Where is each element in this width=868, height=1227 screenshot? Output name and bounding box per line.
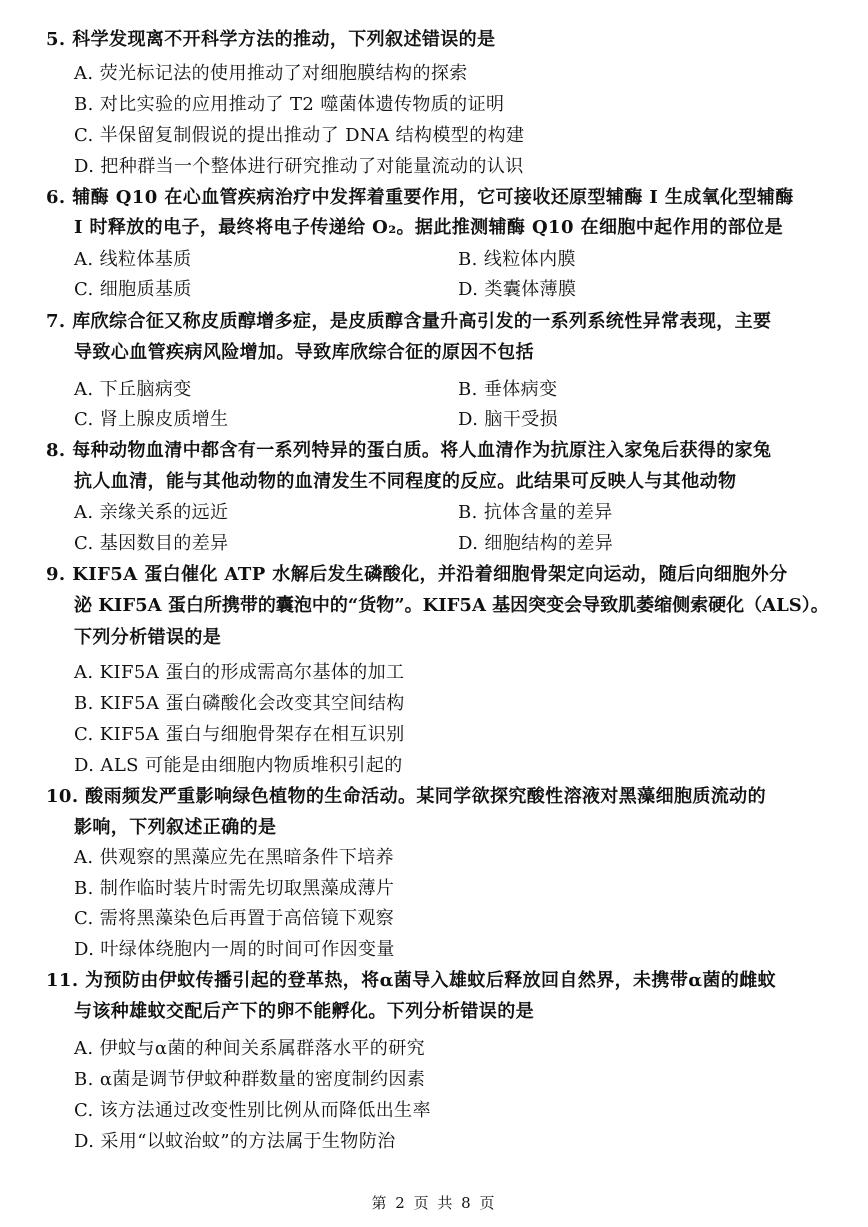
q9-stem-line-2: 泌 KIF5A 蛋白所携带的囊泡中的“货物”。KIF5A 基因突变会导致肌萎缩侧索硬化（ALS）。 xyxy=(74,595,829,616)
q8-option-a: A. 亲缘关系的远近 xyxy=(74,502,229,523)
q9-option-c: C. KIF5A 蛋白与细胞骨架存在相互识别 xyxy=(74,724,405,745)
q10-option-d: D. 叶绿体绕胞内一周的时间可作因变量 xyxy=(74,939,395,960)
q11-option-c: C. 该方法通过改变性别比例从而降低出生率 xyxy=(74,1100,431,1121)
q11-option-a: A. 伊蚊与α菌的种间关系属群落水平的研究 xyxy=(74,1038,425,1059)
q9-option-b: B. KIF5A 蛋白磷酸化会改变其空间结构 xyxy=(74,693,405,714)
q7-stem-line-1: 7. 库欣综合征又称皮质醇增多症，是皮质醇含量升高引发的一系列系统性异常表现，主要 xyxy=(46,311,772,332)
q7-option-c: C. 肾上腺皮质增生 xyxy=(74,409,229,430)
q5-stem-line-1: 5. 科学发现离不开科学方法的推动，下列叙述错误的是 xyxy=(46,29,496,50)
q9-stem-line-3: 下列分析错误的是 xyxy=(74,627,222,648)
q9-stem-line-1: 9. KIF5A 蛋白催化 ATP 水解后发生磷酸化，并沿着细胞骨架定向运动，随后向细胞外分 xyxy=(46,564,788,585)
q5-option-d: D. 把种群当一个整体进行研究推动了对能量流动的认识 xyxy=(74,156,524,177)
q11-stem-line-2: 与该种雄蚊交配后产下的卵不能孵化。下列分析错误的是 xyxy=(74,1001,534,1022)
q6-stem-line-2: I 时释放的电子，最终将电子传递给 O₂。据此推测辅酶 Q10 在细胞中起作用的部位是 xyxy=(74,217,783,238)
q10-option-c: C. 需将黑藻染色后再置于高倍镜下观察 xyxy=(74,908,395,929)
q10-stem-line-1: 10. 酸雨频发严重影响绿色植物的生命活动。某同学欲探究酸性溶液对黑藻细胞质流动的 xyxy=(46,786,766,807)
q8-option-c: C. 基因数目的差异 xyxy=(74,533,229,554)
q6-option-b: B. 线粒体内膜 xyxy=(458,249,576,270)
q11-option-d: D. 采用“以蚊治蚊”的方法属于生物防治 xyxy=(74,1131,396,1152)
q11-option-b: B. α菌是调节伊蚊种群数量的密度制约因素 xyxy=(74,1069,426,1090)
q9-option-d: D. ALS 可能是由细胞内物质堆积引起的 xyxy=(74,755,403,776)
q7-option-a: A. 下丘脑病变 xyxy=(74,379,192,400)
q6-option-a: A. 线粒体基质 xyxy=(74,249,192,270)
q6-option-c: C. 细胞质基质 xyxy=(74,279,192,300)
q7-option-b: B. 垂体病变 xyxy=(458,379,558,400)
q5-option-b: B. 对比实验的应用推动了 T2 噬菌体遗传物质的证明 xyxy=(74,94,505,115)
q6-option-d: D. 类囊体薄膜 xyxy=(458,279,577,300)
page-number-footer: 第 2 页 共 8 页 xyxy=(371,1194,497,1212)
q10-option-a: A. 供观察的黑藻应先在黑暗条件下培养 xyxy=(74,847,395,868)
q7-option-d: D. 脑干受损 xyxy=(458,409,559,430)
q10-option-b: B. 制作临时装片时需先切取黑藻成薄片 xyxy=(74,878,395,899)
q8-stem-line-1: 8. 每种动物血清中都含有一系列特异的蛋白质。将人血清作为抗原注入家兔后获得的家兔 xyxy=(46,440,772,461)
q8-option-b: B. 抗体含量的差异 xyxy=(458,502,613,523)
q9-option-a: A. KIF5A 蛋白的形成需高尔基体的加工 xyxy=(74,662,405,683)
q5-option-c: C. 半保留复制假说的提出推动了 DNA 结构模型的构建 xyxy=(74,125,525,146)
q8-stem-line-2: 抗人血清，能与其他动物的血清发生不同程度的反应。此结果可反映人与其他动物 xyxy=(74,471,737,492)
q11-stem-line-1: 11. 为预防由伊蚊传播引起的登革热，将α菌导入雄蚊后释放回自然界，未携带α菌的雌蚊 xyxy=(46,970,777,991)
q5-option-a: A. 荧光标记法的使用推动了对细胞膜结构的探索 xyxy=(74,63,468,84)
q7-stem-line-2: 导致心血管疾病风险增加。导致库欣综合征的原因不包括 xyxy=(74,342,534,363)
q10-stem-line-2: 影响，下列叙述正确的是 xyxy=(74,817,277,838)
q6-stem-line-1: 6. 辅酶 Q10 在心血管疾病治疗中发挥着重要作用，它可接收还原型辅酶 I 生成氧化型辅酶 xyxy=(46,187,794,208)
q8-option-d: D. 细胞结构的差异 xyxy=(458,533,614,554)
